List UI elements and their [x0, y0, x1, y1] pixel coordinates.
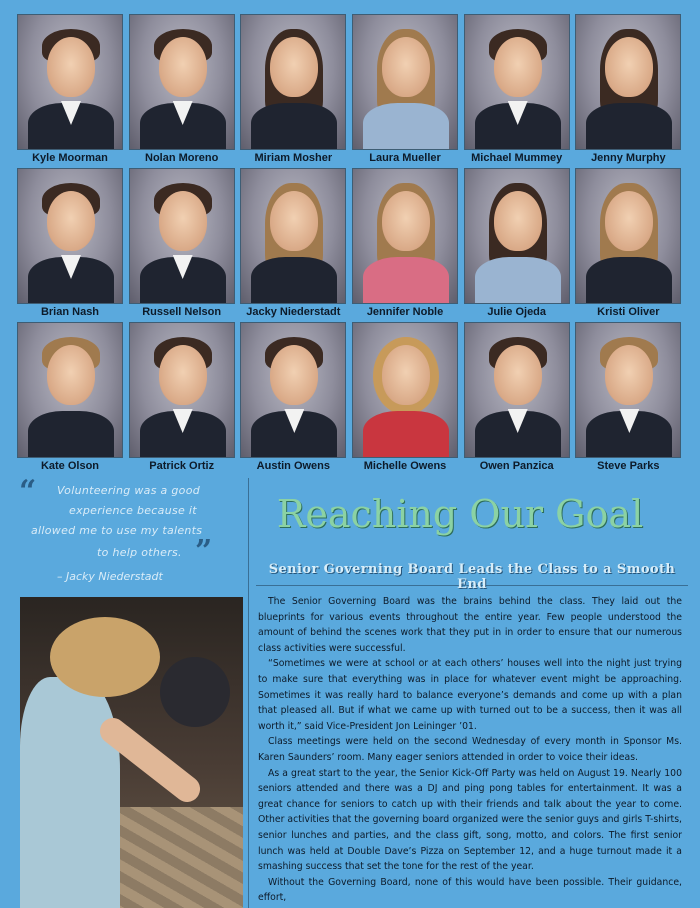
portrait-attire: [586, 257, 672, 304]
portrait-attire: [586, 103, 672, 150]
portrait-name: Kate Olson: [40, 460, 100, 472]
senior-portrait: [240, 168, 346, 322]
portrait-photo: [464, 322, 570, 458]
portrait-face: [382, 37, 430, 97]
portrait-name: Brian Nash: [40, 306, 100, 318]
portrait-name: Kyle Moorman: [32, 152, 108, 164]
portrait-face: [270, 37, 318, 97]
portrait-name: Kristi Oliver: [597, 306, 660, 318]
portrait-face: [382, 191, 430, 251]
portrait-photo: [575, 322, 681, 458]
portrait-name: Michelle Owens: [363, 460, 447, 472]
senior-portrait: [129, 168, 235, 322]
senior-portrait: [464, 168, 570, 322]
senior-portrait: [464, 14, 570, 168]
photo-person-background: [160, 657, 230, 727]
candid-photo: [20, 597, 243, 908]
senior-portrait: [17, 168, 123, 322]
portrait-face: [494, 191, 542, 251]
portrait-face: [270, 191, 318, 251]
portrait-name: Michael Mummey: [471, 152, 563, 164]
portrait-name: Patrick Ortiz: [149, 460, 215, 472]
article-subtitle: Senior Governing Board Leads the Class to a Smooth End: [268, 562, 676, 592]
quote-line: to help others.: [97, 546, 182, 559]
quote-line: allowed me to use my talents: [31, 524, 203, 537]
portrait-face: [47, 37, 95, 97]
portrait-photo: [129, 168, 235, 304]
portrait-attire: [363, 103, 449, 150]
senior-portrait: [575, 14, 681, 168]
portrait-attire: [251, 103, 337, 150]
photo-person-hair: [50, 617, 160, 697]
article-body: [258, 594, 682, 906]
article-title: Reaching Our Goal: [276, 492, 644, 536]
senior-portrait: [17, 322, 123, 476]
portrait-photo: [17, 168, 123, 304]
portrait-photo: [575, 14, 681, 150]
portrait-name: Russell Nelson: [142, 306, 222, 318]
senior-portrait: [17, 14, 123, 168]
portrait-face: [159, 37, 207, 97]
portrait-photo: [240, 168, 346, 304]
senior-portrait: [129, 14, 235, 168]
portrait-photo: [17, 322, 123, 458]
pull-quote: [17, 474, 247, 586]
senior-portrait: [352, 14, 458, 168]
portrait-attire: [363, 257, 449, 304]
portrait-name: Laura Mueller: [369, 152, 441, 164]
senior-portrait: [352, 322, 458, 476]
article-paragraph: “Sometimes we were at school or at each others’ houses well into the night just trying to make sure that everything was in place for whatever event might be approaching. Sometimes it was really hard to balance everyone’s demands and come up with a plan that pleased all. But if what we came up with turned out to be a success, then it was all worth it,” said Vice-President Jon Leininger ’01.: [258, 658, 682, 732]
portrait-photo: [129, 322, 235, 458]
article-paragraph: As a great start to the year, the Senior Kick-Off Party was held on August 19. Nearly 100 seniors attended and there was a DJ and ping pong tables for entertainment. It was a great chance for seniors to catch up with their friends and talk about the year to come. Other activities that the governing board organized were the senior guys and girls T-shirts, senior lunches and parties, and the class gift, song, motto, and colors. The first senior lunch was held at Double Dave’s Pizza on September 12, and a huge turnout made it a smashing success that set the tone for the rest of the year.: [258, 767, 682, 873]
portrait-attire: [475, 257, 561, 304]
portrait-attire: [251, 257, 337, 304]
portrait-attire: [28, 411, 114, 458]
senior-portrait: [464, 322, 570, 476]
portrait-name: Nolan Moreno: [145, 152, 219, 164]
portrait-face: [605, 191, 653, 251]
portrait-face: [47, 191, 95, 251]
portrait-row: [17, 14, 681, 168]
portrait-photo: [575, 168, 681, 304]
portrait-photo: [464, 168, 570, 304]
portrait-name: Jenny Murphy: [591, 152, 666, 164]
portrait-name: Jennifer Noble: [366, 306, 444, 318]
article-paragraph: Without the Governing Board, none of this would have been possible. Their guidance, effort,: [258, 876, 682, 904]
portrait-photo: [464, 14, 570, 150]
quote-author: – Jacky Niederstadt: [57, 570, 163, 583]
portrait-photo: [352, 322, 458, 458]
portrait-face: [605, 345, 653, 405]
column-divider: [248, 478, 249, 908]
portrait-face: [159, 191, 207, 251]
portrait-photo: [240, 322, 346, 458]
portrait-face: [605, 37, 653, 97]
senior-portrait: [129, 322, 235, 476]
quote-line: Volunteering was a good: [57, 484, 201, 497]
senior-portrait: [575, 322, 681, 476]
photo-person-foreground: [20, 677, 120, 908]
portrait-face: [47, 345, 95, 405]
portrait-name: Owen Panzica: [479, 460, 554, 472]
portrait-name: Jacky Niederstadt: [246, 306, 341, 318]
portrait-face: [159, 345, 207, 405]
portrait-photo: [240, 14, 346, 150]
portrait-photo: [17, 14, 123, 150]
portrait-name: Austin Owens: [256, 460, 331, 472]
senior-portrait: [240, 14, 346, 168]
portrait-attire: [363, 411, 449, 458]
portrait-face: [494, 37, 542, 97]
portrait-name: Miriam Mosher: [254, 152, 333, 164]
portrait-photo: [352, 168, 458, 304]
portrait-name: Julie Ojeda: [487, 306, 547, 318]
portrait-photo: [352, 14, 458, 150]
portrait-name: Steve Parks: [597, 460, 660, 472]
close-quote-icon: ”: [195, 534, 213, 569]
open-quote-icon: “: [19, 474, 37, 509]
senior-portrait: [352, 168, 458, 322]
portrait-photo: [129, 14, 235, 150]
portrait-face: [494, 345, 542, 405]
portrait-row: [17, 322, 681, 476]
portrait-face: [270, 345, 318, 405]
article-paragraph: Class meetings were held on the second Wednesday of every month in Sponsor Ms. Karen Saunders’ room. Many eager seniors attended in order to voice their ideas.: [258, 736, 682, 763]
quote-line: experience because it: [69, 504, 197, 517]
senior-portrait-grid: [17, 14, 681, 476]
portrait-row: [17, 168, 681, 322]
senior-portrait: [575, 168, 681, 322]
senior-portrait: [240, 322, 346, 476]
article-paragraph: The Senior Governing Board was the brains behind the class. They laid out the blueprints for various events throughout the entire year. Few people understood the amount of behind the scenes work that they put in in order to ensure that our numerous class activities were successful.: [258, 596, 682, 654]
portrait-face: [382, 345, 430, 405]
